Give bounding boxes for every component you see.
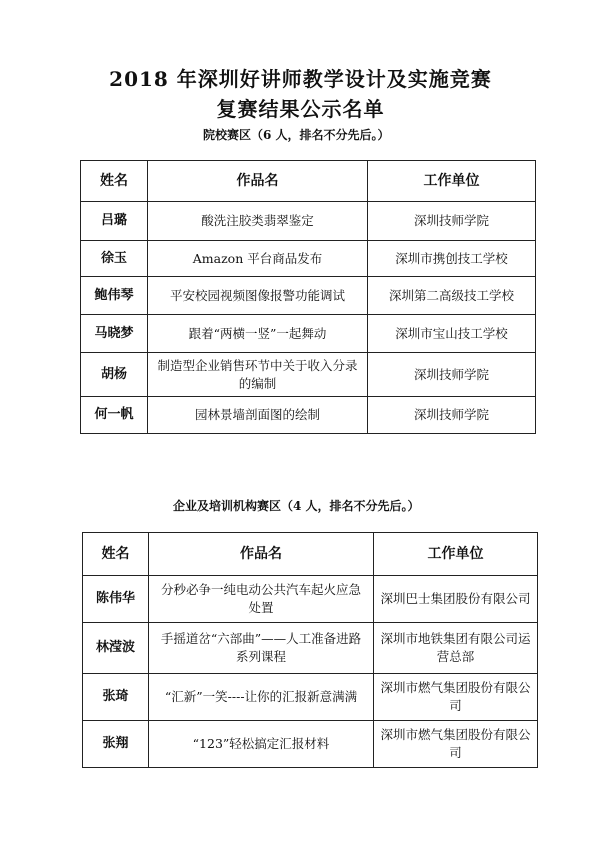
cell-work: 园林景墙剖面图的绘制 [148,397,368,434]
table-row [81,277,536,315]
table-row [81,353,536,397]
cell-name: 何一帆 [81,397,148,434]
table-row [81,241,536,277]
cell-org: 深圳技师学院 [368,397,536,434]
cell-org: 深圳技师学院 [368,353,536,397]
cell-org: 深圳市燃气集团股份有限公司 [374,721,538,768]
table-row [81,315,536,353]
cell-org: 深圳技师学院 [368,202,536,241]
table-header-row [81,161,536,202]
cell-name: 张翔 [83,721,149,768]
table-header-row [83,533,538,576]
table-row [83,623,538,674]
cell-work: 分秒必争一纯电动公共汽车起火应急处置 [149,576,374,623]
section2-heading: 企业及培训机构赛区（4 人，排名不分先后。） [173,499,420,513]
header-work: 作品名 [149,533,374,576]
cell-org: 深圳市宝山技工学校 [368,315,536,353]
table-row [83,721,538,768]
cell-org: 深圳巴士集团股份有限公司 [374,576,538,623]
cell-org: 深圳市携创技工学校 [368,241,536,277]
page-subtitle: 复赛结果公示名单 [216,97,385,121]
cell-name: 吕璐 [81,202,148,241]
cell-work: 酸洗注胶类翡翠鉴定 [148,202,368,241]
header-name: 姓名 [81,161,148,202]
page-title: 2018 年深圳好讲师教学设计及实施竞赛 [109,67,492,91]
cell-work: 制造型企业销售环节中关于收入分录的编制 [148,353,368,397]
table-row [81,202,536,241]
header-work: 作品名 [148,161,368,202]
header-org: 工作单位 [374,533,538,576]
cell-org: 深圳市燃气集团股份有限公司 [374,674,538,721]
cell-work: 手摇道岔“六部曲”——人工准备进路系列课程 [149,623,374,674]
header-org: 工作单位 [368,161,536,202]
results-table-schools [80,160,536,434]
cell-work: Amazon 平台商品发布 [148,241,368,277]
cell-name: 胡杨 [81,353,148,397]
header-name: 姓名 [83,533,149,576]
cell-name: 马晓梦 [81,315,148,353]
cell-org: 深圳第二高级技工学校 [368,277,536,315]
table-row [81,397,536,434]
cell-work: 平安校园视频图像报警功能调试 [148,277,368,315]
cell-name: 林滢波 [83,623,149,674]
section1-heading: 院校赛区（6 人，排名不分先后。） [203,128,390,142]
cell-name: 鲍伟琴 [81,277,148,315]
cell-name: 张琦 [83,674,149,721]
cell-name: 徐玉 [81,241,148,277]
cell-name: 陈伟华 [83,576,149,623]
cell-org: 深圳市地铁集团有限公司运营总部 [374,623,538,674]
results-table-enterprises [82,532,538,768]
cell-work: 跟着“两横一竖”一起舞动 [148,315,368,353]
cell-work: “汇新”一笑----让你的汇报新意满满 [149,674,374,721]
table-row [83,576,538,623]
cell-work: “123”轻松搞定汇报材料 [149,721,374,768]
table-row [83,674,538,721]
